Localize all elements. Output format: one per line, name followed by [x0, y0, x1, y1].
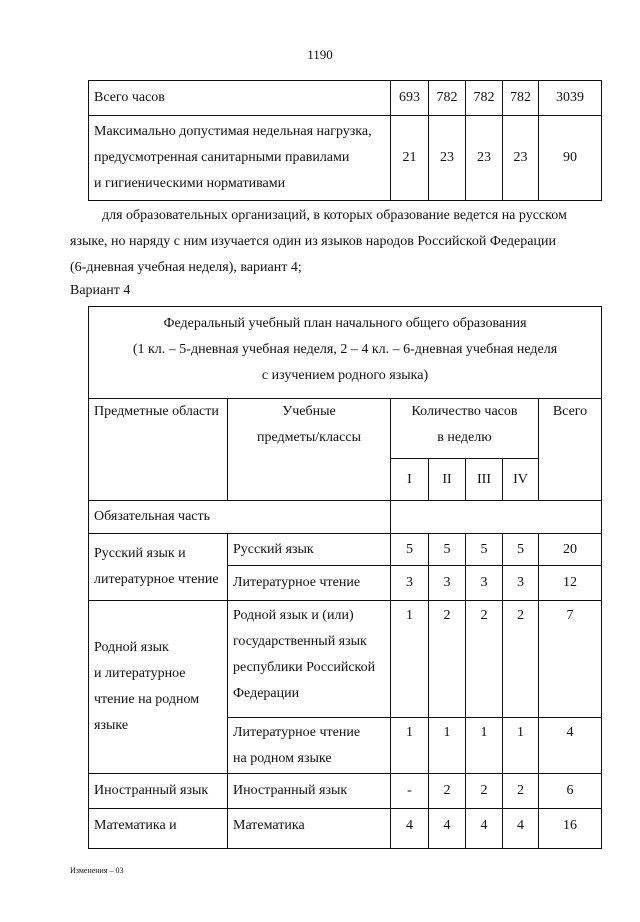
name-line: Федерации — [233, 686, 300, 701]
cell: 4 — [466, 809, 503, 849]
table-row — [89, 809, 602, 849]
empty-cell — [391, 501, 602, 534]
page-number: 1190 — [307, 47, 333, 62]
cell: 3039 — [539, 81, 602, 116]
subject-name: Русский язык — [228, 534, 391, 566]
name-line: на родном языке — [233, 751, 332, 766]
header-areas: Предметные области — [89, 399, 228, 501]
cell: 3 — [466, 566, 503, 601]
table-row — [89, 774, 602, 809]
cell: 2 — [466, 774, 503, 809]
cell: 23 — [466, 116, 503, 201]
curriculum-table — [88, 306, 602, 849]
cell: 2 — [503, 601, 539, 718]
cell: 5 — [391, 534, 429, 566]
cell: 693 — [391, 81, 429, 116]
table-row — [89, 601, 602, 718]
cell: 2 — [503, 774, 539, 809]
name-line: государственный язык — [233, 634, 367, 649]
subject-name: Литературное чтение — [228, 566, 391, 601]
area-line: Русский язык и — [94, 546, 186, 561]
title-row — [89, 307, 602, 399]
paragraph-line: для образовательных организаций, в которых образование ведется на русском — [102, 208, 567, 223]
cell: 5 — [466, 534, 503, 566]
total-cell: 12 — [539, 566, 602, 601]
title-line: Федеральный учебный план начального общего образования — [163, 316, 527, 331]
cell: 5 — [429, 534, 466, 566]
area-line: Родной язык — [94, 640, 169, 655]
label-line: Максимально допустимая недельная нагрузка, — [94, 124, 372, 139]
cell: 4 — [503, 809, 539, 849]
cell: 1 — [429, 718, 466, 774]
footer-note: Изменения – 03 — [70, 866, 124, 875]
grade-header: I — [391, 459, 429, 501]
subject-area — [89, 601, 228, 774]
name-line: Литературное чтение — [233, 725, 361, 740]
total-cell: 6 — [539, 774, 602, 809]
table-row — [89, 534, 602, 566]
header-line: Учебные — [282, 404, 336, 419]
area-line: литературное чтение — [94, 572, 219, 587]
variant-heading: Вариант 4 — [70, 283, 131, 298]
name-line: Родной язык и (или) — [233, 608, 354, 623]
header-line: предметы/классы — [257, 430, 361, 445]
grade-header: IV — [503, 459, 539, 501]
table-row — [89, 81, 602, 116]
row-label: Всего часов — [89, 81, 391, 116]
cell: 2 — [466, 601, 503, 718]
name-line: республики Российской — [233, 660, 376, 675]
cell: 2 — [429, 601, 466, 718]
cell: 1 — [466, 718, 503, 774]
label-line: и гигиеническими нормативами — [94, 176, 286, 191]
cell: 2 — [429, 774, 466, 809]
table-title — [89, 307, 602, 399]
mandatory-part-label: Обязательная часть — [89, 501, 391, 534]
paragraph-line: языке, но наряду с ним изучается один из языков народов Российской Федерации — [70, 234, 556, 249]
cell: - — [391, 774, 429, 809]
title-line: с изучением родного языка) — [261, 368, 429, 383]
header-line: Количество часов — [411, 404, 518, 419]
section-row — [89, 501, 602, 534]
totals-table — [88, 80, 602, 201]
subject-name: Математика — [228, 809, 391, 849]
cell: 5 — [503, 534, 539, 566]
label-line: предусмотренная санитарными правилами — [94, 150, 350, 165]
cell: 90 — [539, 116, 602, 201]
cell: 21 — [391, 116, 429, 201]
cell: 3 — [391, 566, 429, 601]
cell: 782 — [429, 81, 466, 116]
total-cell: 16 — [539, 809, 602, 849]
header-subjects — [228, 399, 391, 501]
header-total: Всего — [539, 399, 602, 501]
header-line: в неделю — [437, 430, 492, 445]
area-line: языке — [94, 718, 129, 733]
subject-name — [228, 718, 391, 774]
cell: 782 — [466, 81, 503, 116]
header-hours — [391, 399, 539, 459]
subject-area: Математика и — [89, 809, 228, 849]
cell: 1 — [503, 718, 539, 774]
grade-header: III — [466, 459, 503, 501]
paragraph-line: (6-дневная учебная неделя), вариант 4; — [70, 260, 302, 275]
total-cell: 20 — [539, 534, 602, 566]
total-cell: 4 — [539, 718, 602, 774]
cell: 3 — [429, 566, 466, 601]
cell: 782 — [503, 81, 539, 116]
cell: 1 — [391, 601, 429, 718]
cell: 23 — [503, 116, 539, 201]
cell: 3 — [503, 566, 539, 601]
table-row — [89, 116, 602, 201]
row-label — [89, 116, 391, 201]
area-line: и литературное — [94, 666, 186, 681]
title-line: (1 кл. – 5-дневная учебная неделя, 2 – 4 кл. – 6-дневная учебная неделя — [132, 342, 558, 357]
cell: 1 — [391, 718, 429, 774]
subject-area: Иностранный язык — [89, 774, 228, 809]
area-line: чтение на родном — [94, 692, 200, 707]
cell: 4 — [429, 809, 466, 849]
subject-area — [89, 534, 228, 601]
subject-name: Иностранный язык — [228, 774, 391, 809]
cell: 4 — [391, 809, 429, 849]
cell: 23 — [429, 116, 466, 201]
subject-name — [228, 601, 391, 718]
total-cell: 7 — [539, 601, 602, 718]
header-row — [89, 399, 602, 459]
grade-header: II — [429, 459, 466, 501]
